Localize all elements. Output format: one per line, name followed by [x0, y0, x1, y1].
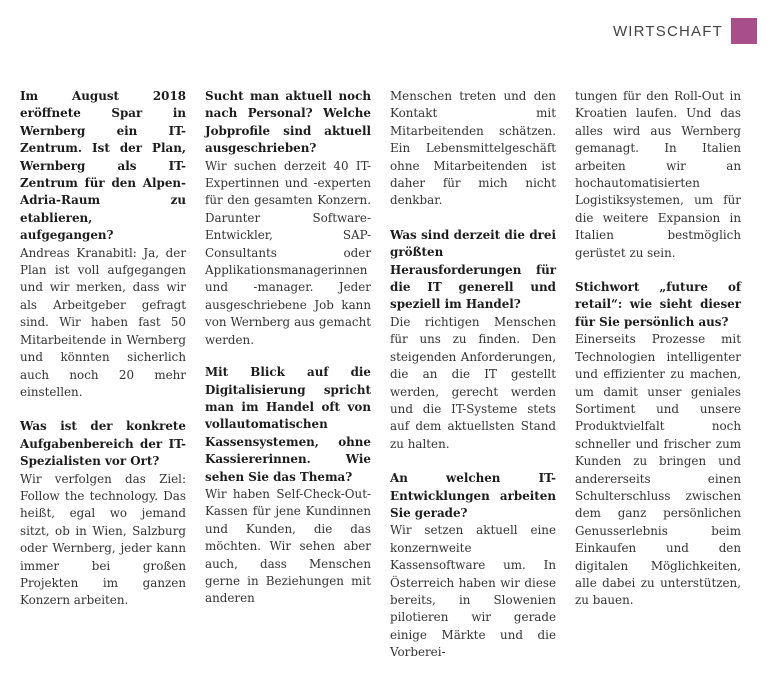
interview-answer-continued: tungen für den Roll-Out in Kroatien laufen. Und das alles wird aus Wernberg gemanagt. In Italien arbeiten wir an hochautomatisierten Logistiksystemen, um für die weitere Expansion in Italien bestmöglich gerüstet zu sein.: [575, 89, 741, 260]
interview-question: Stichwort „future of retail“: wie sieht dieser für Sie persönlich aus?: [575, 280, 741, 329]
section-color-block: [731, 18, 757, 44]
interview-question: Was sind derzeit die drei größten Herausforderungen für die IT generell und speziell im Handel?: [390, 227, 556, 312]
section-header: [613, 18, 757, 44]
interview-question: Was ist der konkrete Aufgabenbereich der IT-Spezialisten vor Ort?: [20, 419, 186, 469]
interview-answer: Wir suchen derzeit 40 IT-Expertinnen und -experten für den gesamten Konzern. Darunter Software-Entwickler, SAP-Consultants oder Applikationsmanagerinnen und -manager. Jeder ausgeschriebene Job kann von Wernberg aus gemacht werden.: [205, 158, 371, 347]
interview-answer: Wir setzen aktuell eine konzernweite Kassensoftware um. In Österreich haben wir diese bereits, in Slowenien pilotieren wir gerade einige Märkte und die Vorberei-: [390, 523, 556, 660]
section-label: WIRTSCHAFT: [612, 22, 723, 40]
interview-question: Im August 2018 eröffnete Spar in Wernberg ein IT-Zentrum. Ist der Plan, Wernberg als IT-Zentrum für den Alpen-Adria-Raum zu etablieren, aufgegangen?: [20, 89, 186, 243]
interview-answer: Einerseits Prozesse mit Technologien intelligenter und effizienter zu machen, um damit unser geniales Sortiment und unsere Produktvielfalt noch schneller und frischer zum Kunden zu bringen und andererseits einen Schulterschluss zwischen dem ganz persönlichen Genusserlebnis beim Einkaufen und den digitalen Möglichkeiten, alle dabei zu unterstützen, zu bauen.: [575, 332, 741, 608]
article-column-4: [575, 88, 741, 610]
interview-answer: Andreas Kranabitl: Ja, der Plan ist voll aufgegangen und wir merken, dass wir als Arbeitgeber gefragt sind. Wir haben fast 50 Mitarbeitende in Wernberg und könnten sicherlich auch noch 20 mehr einstellen.: [20, 245, 186, 399]
interview-answer: Die richtigen Menschen für uns zu finden. Den steigenden Anforderungen, die an die IT gestellt werden, gerecht werden und die IT-Systeme stets auf dem aktuellsten Stand zu halten.: [390, 314, 556, 451]
article-column-3: [390, 88, 556, 679]
article-column-2: [205, 88, 371, 625]
interview-answer-continued: Menschen treten und den Kontakt mit Mitarbeitenden schätzen. Ein Lebensmittelgeschäft ohne Mitarbeitenden ist daher für mich nicht denkbar.: [390, 89, 556, 208]
interview-question: Sucht man aktuell noch nach Personal? Welche Jobprofile sind aktuell ausgeschrieben?: [205, 89, 371, 156]
interview-question: An welchen IT-Entwicklungen arbeiten Sie gerade?: [390, 471, 556, 520]
interview-question: Mit Blick auf die Digitalisierung spricht man im Handel oft von vollautomatischen Kassensystemen, ohne Kassiererinnen. Wie sehen Sie das Thema?: [205, 365, 371, 484]
interview-answer: Wir verfolgen das Ziel: Follow the technology. Das heißt, egal wo jemand sitzt, ob in Wien, Salzburg oder Wernberg, jeder kann immer bei großen Projekten im ganzen Konzern arbeiten.: [20, 471, 186, 608]
article-column-1: [20, 88, 186, 627]
interview-answer: Wir haben Self-Check-Out-Kassen für jene Kundinnen und Kunden, die das möchten. Wir sehen aber auch, dass Menschen gerne in Beziehungen mit anderen: [205, 486, 371, 606]
